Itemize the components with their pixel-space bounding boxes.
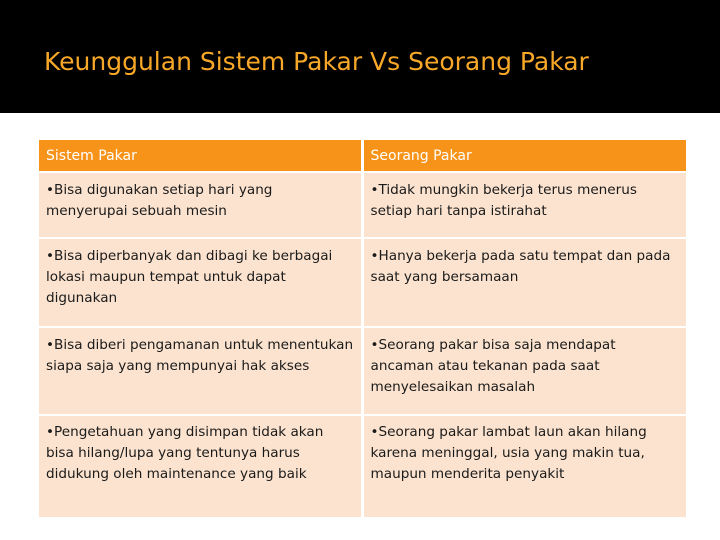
cell-seorang-pakar: •Hanya bekerja pada satu tempat dan pada saat yang bersamaan: [362, 238, 686, 327]
table-row: [39, 172, 686, 238]
header-sistem-pakar: Sistem Pakar: [39, 140, 362, 172]
cell-seorang-pakar: •Tidak mungkin bekerja terus menerus setiap hari tanpa istirahat: [362, 172, 686, 238]
cell-seorang-pakar: •Seorang pakar bisa saja mendapat ancaman atau tekanan pada saat menyelesaikan masalah: [362, 327, 686, 415]
table-row: [39, 238, 686, 327]
slide-title: Keunggulan Sistem Pakar Vs Seorang Pakar: [44, 47, 589, 76]
table-row: [39, 415, 686, 517]
cell-sistem-pakar: •Pengetahuan yang disimpan tidak akan bisa hilang/lupa yang tentunya harus didukung oleh maintenance yang baik: [39, 415, 362, 517]
cell-sistem-pakar: •Bisa diberi pengamanan untuk menentukan siapa saja yang mempunyai hak akses: [39, 327, 362, 415]
comparison-table: [39, 140, 686, 517]
table-header-row: [39, 140, 686, 172]
cell-seorang-pakar: •Seorang pakar lambat laun akan hilang karena meninggal, usia yang makin tua, maupun menderita penyakit: [362, 415, 686, 517]
cell-sistem-pakar: •Bisa digunakan setiap hari yang menyerupai sebuah mesin: [39, 172, 362, 238]
cell-sistem-pakar: •Bisa diperbanyak dan dibagi ke berbagai lokasi maupun tempat untuk dapat digunakan: [39, 238, 362, 327]
header-seorang-pakar: Seorang Pakar: [362, 140, 686, 172]
table-row: [39, 327, 686, 415]
title-bar: [0, 0, 720, 113]
